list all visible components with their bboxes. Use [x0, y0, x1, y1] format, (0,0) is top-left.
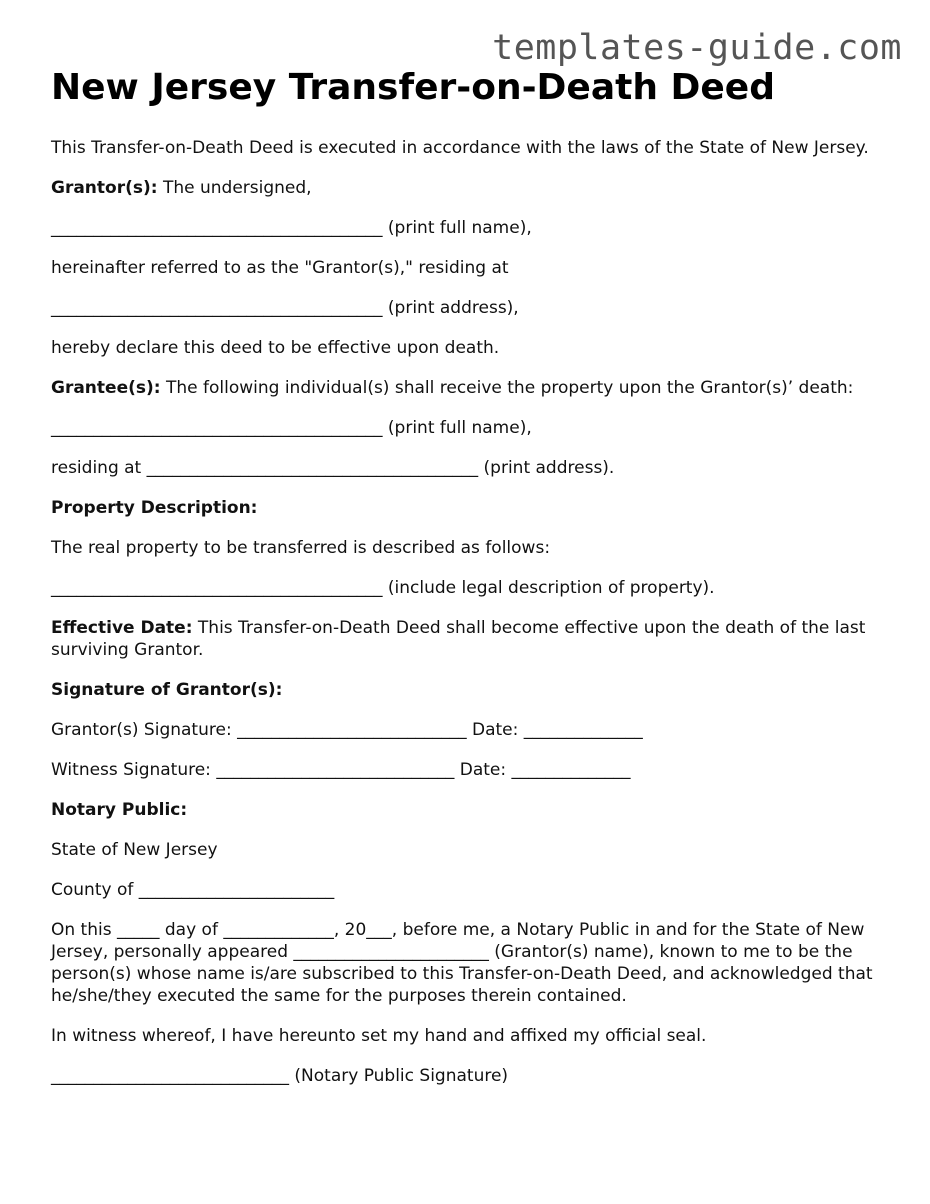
grantor-signature-line: Grantor(s) Signature: ___________________________ Date: ______________: [51, 720, 643, 740]
grantee-heading: Grantee(s):: [51, 378, 161, 398]
grantor-referred-text: hereinafter referred to as the "Grantor(s)," residing at: [51, 258, 509, 278]
grantor-heading: Grantor(s):: [51, 178, 158, 198]
grantor-declare-text: hereby declare this deed to be effective upon death.: [51, 338, 500, 358]
notary-state: State of New Jersey: [51, 840, 218, 860]
effective-date-paragraph: [51, 617, 881, 661]
intro-paragraph: This Transfer-on-Death Deed is executed in accordance with the laws of the State of New Jersey.: [51, 138, 869, 158]
notary-county-line: County of _______________________: [51, 880, 335, 900]
watermark: templates-guide.com: [492, 28, 902, 68]
property-heading: Property Description:: [51, 498, 258, 518]
grantee-name-line: _______________________________________ (print full name),: [51, 418, 532, 438]
grantor-paragraph: [51, 177, 881, 199]
grantee-address-line: residing at _______________________________________ (print address).: [51, 458, 615, 478]
property-text: The real property to be transferred is described as follows:: [51, 538, 551, 558]
grantee-paragraph: [51, 377, 881, 399]
notary-signature-line: ____________________________ (Notary Public Signature): [51, 1066, 509, 1086]
witness-signature-line: Witness Signature: ____________________________ Date: ______________: [51, 760, 631, 780]
grantor-address-line: _______________________________________ (print address),: [51, 298, 519, 318]
notary-witness-whereof: In witness whereof, I have hereunto set my hand and affixed my official seal.: [51, 1026, 707, 1046]
notary-heading: Notary Public:: [51, 800, 188, 820]
signature-heading: Signature of Grantor(s):: [51, 680, 283, 700]
effective-date-text: This Transfer-on-Death Deed shall become effective upon the death of the last surviving Grantor.: [51, 618, 866, 660]
notary-acknowledgment: On this _____ day of _____________, 20___, before me, a Notary Public in and for the State of New Jersey, personally appeared _______________________ (Grantor(s) name), known to me to be the person(s) whose name is/are subscribed to this Transfer-on-Death Deed, and acknowledged that he/she/they executed the same for the purposes therein contained.: [51, 920, 873, 1006]
grantor-name-line: _______________________________________ (print full name),: [51, 218, 532, 238]
property-description-line: _______________________________________ (include legal description of property).: [51, 578, 715, 598]
grantee-lead-text: The following individual(s) shall receive the property upon the Grantor(s)’ death:: [160, 378, 854, 398]
document-title: New Jersey Transfer-on-Death Deed: [51, 67, 775, 108]
effective-date-heading: Effective Date:: [51, 618, 193, 638]
grantor-lead-text: The undersigned,: [157, 178, 312, 198]
document-page: [51, 64, 881, 1105]
